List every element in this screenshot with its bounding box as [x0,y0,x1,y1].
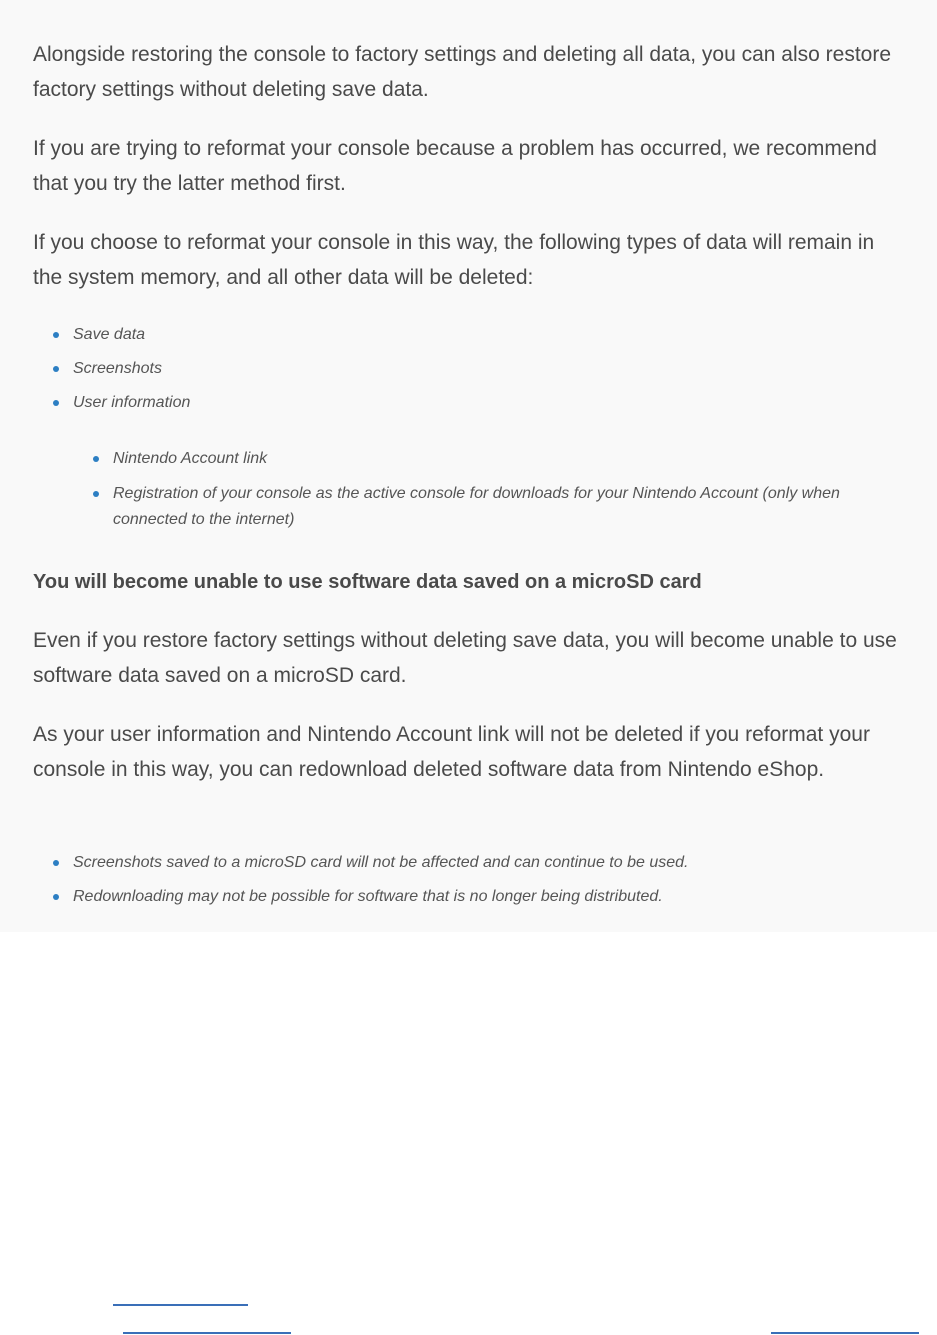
intro-paragraph: Alongside restoring the console to factory settings and deleting all data, you can also restore factory settings without deleting save data. [33,43,892,101]
microsd-heading: You will become unable to use software data saved on a microSD card [33,571,702,593]
bullet-icon [53,894,59,900]
list-item: Save data [73,322,873,348]
list-item: Registration of your console as the active console for downloads for your Nintendo Account (only when connected to the internet) [113,481,883,533]
bullet-icon [53,400,59,406]
link-underline[interactable] [771,1332,919,1334]
link-underline[interactable] [123,1332,291,1334]
retained-data-list [73,322,873,416]
user-info-sublist [113,446,883,533]
bullet-icon [53,366,59,372]
bullet-icon [93,456,99,462]
list-item: Redownloading may not be possible for software that is no longer being distributed. [73,884,893,910]
retained-data-paragraph: If you choose to reformat your console in this way, the following types of data will remain in the system memory, and all other data will be deleted: [33,231,875,289]
notes-list [73,850,893,910]
list-item: Screenshots [73,356,873,382]
redownload-paragraph: As your user information and Nintendo Account link will not be deleted if you reformat your console in this way, you can redownload deleted software data from Nintendo eShop. [33,723,870,781]
bullet-icon [53,860,59,866]
list-item: Screenshots saved to a microSD card will not be affected and can continue to be used. [73,850,893,876]
link-underline[interactable] [113,1304,248,1306]
bullet-icon [53,332,59,338]
bullet-icon [93,491,99,497]
list-item: User information [73,390,873,416]
microsd-paragraph: Even if you restore factory settings without deleting save data, you will become unable to use software data saved on a microSD card. [33,629,897,687]
list-item: Nintendo Account link [113,446,883,472]
recommendation-paragraph: If you are trying to reformat your console because a problem has occurred, we recommend that you try the latter method first. [33,137,877,195]
